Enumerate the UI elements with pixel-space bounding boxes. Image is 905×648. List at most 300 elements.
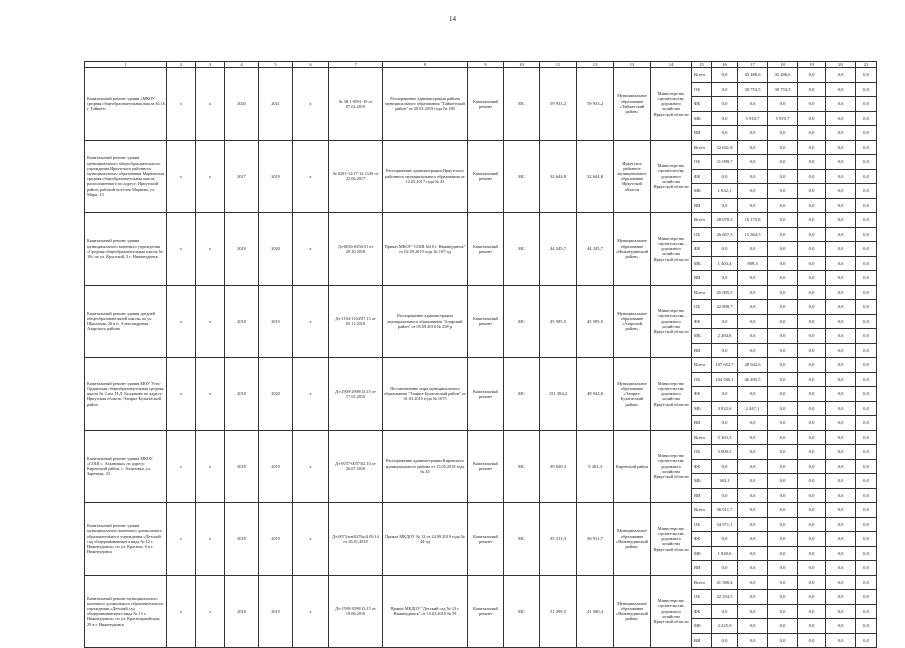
work-type: Капитальный ремонт [468,430,504,503]
funding-value: 42 800,7 [712,300,738,315]
col-21: 0,0 [856,416,877,431]
customer: Муниципальное образование «Аларский район» [614,285,651,358]
funding-value: 0,0 [798,575,826,590]
funding-value: 0,0 [738,474,768,489]
start-year: 2018 [225,575,259,648]
funding-source: ФБ [692,604,712,619]
funding-value: 0,0 [768,213,798,228]
work-type: Капитальный ремонт [468,503,504,576]
funding-value: 0,0 [712,111,738,126]
funding-value: 0,0 [712,314,738,329]
funding-value: 107 652,7 [712,358,738,373]
col-6: x [293,575,329,648]
funding-source: МБ [692,184,712,199]
funding-source: ОБ [692,372,712,387]
funding-value: 39 753,5 [738,82,768,97]
funding-value: 0,0 [798,561,826,576]
funding-value: 0,0 [738,561,768,576]
customer: Муниципальное образование «Эхирит-Булагатский район» [614,358,651,431]
funding-value: 45 486,6 [738,68,768,83]
funding-value: 0,0 [768,285,798,300]
funding-value: 0,0 [738,575,768,590]
estimated-cost: 45 585,5 [540,285,577,358]
funding-value: 0,0 [826,517,856,532]
col-3: x [196,285,225,358]
table-row [85,68,877,83]
funding-value: 2 284,8 [712,329,738,344]
funding-value: 0,0 [826,561,856,576]
column-number-1: 1 [85,62,167,68]
col-2: x [167,430,196,503]
funding-value: 0,0 [738,387,768,402]
funding-value: 0,0 [798,546,826,561]
remaining-cost: 36 911,7 [577,503,614,576]
funding-value: 0,0 [768,401,798,416]
column-number-4: 4 [225,62,259,68]
budget-administrator: Министерство строительства, дорожного хозяйства Иркутской области [651,140,692,213]
object-name: Капитальный ремонт муниципального казенного дошкольного образовательного учреждения «Детский сад общеразвивающего вида № 13 г. Нижнеудинск» по ул. Красноармейская, 29 в г. Нижнеудинск [85,575,167,648]
expert-conclusion: Дз-1104-1104/07.13 от 05.11.2018 [329,285,383,358]
col-21: 0,0 [856,300,877,315]
funding-value: 0,0 [826,474,856,489]
funding-value: 0,0 [798,169,826,184]
funding-value: 15 364,5 [738,227,768,242]
funding-value: 16 173,8 [738,213,768,228]
col-10: МС [504,575,540,648]
funding-value: 0,0 [768,474,798,489]
funding-value: 1 403,4 [712,256,738,271]
col-21: 0,0 [856,619,877,634]
funding-value: 0,0 [826,401,856,416]
funding-value: 5 910,7 [768,111,798,126]
estimated-cost: 59 933,2 [540,68,577,141]
funding-value: 0,0 [826,227,856,242]
funding-value: 0,0 [738,459,768,474]
funding-value: 0,0 [738,97,768,112]
funding-value: 0,0 [712,416,738,431]
funding-source: ФБ [692,459,712,474]
object-name: Капитальный ремонт здания МОУ Усть-Ордынская общеобразовательная средняя школа № 2 им. Н.Д. Балдакова по адресу: Иркутская область, Эхирит-Булагатский район [85,358,167,431]
object-name: Капитальный ремонт здания муниципального казенного учреждения «Средняя общеобразовательная школа № 10» по ул. Крупской, 3 г. Нижнеудинск [85,213,167,286]
funding-value: 5 363,3 [712,430,738,445]
funding-value: 0,0 [798,213,826,228]
column-number-7: 7 [329,62,383,68]
funding-value: 0,0 [798,387,826,402]
object-name: Капитальный ремонт здания муниципального общеобразовательного учреждения Иркутского районного муниципального образования Марковская средняя общеобразовательная школа, расположенного по адресу: Иркутский район, рабочий поселок Маркова, ул. Мира, 13 [85,140,167,213]
col-21: 0,0 [856,604,877,619]
expert-conclusion: Дз-0037-0037/02.10 от 26.07.2016 [329,430,383,503]
funding-value: 0,0 [768,140,798,155]
object-name: Капитальный ремонт здания «МКОУ средняя общеобразовательная школа № 16 г. Тайшет» [85,68,167,141]
funding-value: 0,0 [798,198,826,213]
funding-value: 0,0 [798,329,826,344]
col-21: 0,0 [856,242,877,257]
funding-value: 0,0 [826,169,856,184]
expert-conclusion: № 0291-12/17-12-1149 от 25.06.2017 [329,140,383,213]
end-year: 2019 [259,575,293,648]
funding-value: 0,0 [768,97,798,112]
col-6: x [293,285,329,358]
remaining-cost: 44 245,7 [577,213,614,286]
funding-source: Всего [692,358,712,373]
start-year: 2018 [225,213,259,286]
col-21: 0,0 [856,155,877,170]
col-6: x [293,140,329,213]
end-year: 2020 [259,213,293,286]
funding-value: 0,0 [768,416,798,431]
column-number-19: 19 [798,62,826,68]
column-number-12: 12 [577,62,614,68]
col-21: 0,0 [856,445,877,460]
funding-source: МБ [692,401,712,416]
col-21: 0,0 [856,140,877,155]
funding-value: 0,0 [712,343,738,358]
table-row [85,575,877,590]
page-number: 14 [449,15,456,23]
funding-value: 0,0 [826,619,856,634]
funding-value: 0,0 [826,430,856,445]
object-name: Капитальный ремонт здания средней общеобразовательной школы по ул. Школьная, 26 в п. Александровка Аларского района [85,285,167,358]
funding-value: 0,0 [738,343,768,358]
funding-value: 0,0 [768,459,798,474]
col-10: МС [504,140,540,213]
col-6: x [293,503,329,576]
funding-value: 45 085,5 [712,285,738,300]
col-21: 0,0 [856,503,877,518]
funding-value: 3 022,6 [712,401,738,416]
column-number-6: 6 [293,62,329,68]
funding-value: 0,0 [768,561,798,576]
funding-value: 0,0 [738,488,768,503]
funding-value: 45 486,6 [768,68,798,83]
expert-conclusion: Дз-1599-3599/13,15 от 19.06.2018 [329,575,383,648]
work-type: Капитальный ремонт [468,575,504,648]
funding-value: 0,0 [826,300,856,315]
col-21: 0,0 [856,111,877,126]
funding-value: 0,0 [826,97,856,112]
funding-value: 1 632,1 [712,184,738,199]
funding-source: ВИ [692,271,712,286]
funding-value: 0,0 [826,314,856,329]
funding-value: 0,0 [768,430,798,445]
funding-value: 0,0 [768,546,798,561]
funding-value: 0,0 [826,503,856,518]
funding-value: 0,0 [738,416,768,431]
expert-conclusion: Дз-0036-0356/31 от 29.10.2018 [329,213,383,286]
funding-value: 0,0 [768,169,798,184]
funding-source: ВИ [692,126,712,141]
funding-source: ФБ [692,242,712,257]
start-year: 2017 [225,140,259,213]
col-21: 0,0 [856,213,877,228]
column-number-2: 2 [167,62,196,68]
funding-value: 0,0 [798,227,826,242]
funding-value: 0,0 [768,575,798,590]
funding-value: 0,0 [826,329,856,344]
end-year: 2019 [259,503,293,576]
funding-source: Всего [692,430,712,445]
funding-value: 36 911,7 [712,503,738,518]
funding-value: 0,0 [768,256,798,271]
funding-value: 0,0 [768,343,798,358]
funding-source: ВИ [692,633,712,648]
column-number-5: 5 [259,62,293,68]
funding-value: 0,0 [712,198,738,213]
funding-value: 104 590,1 [712,372,738,387]
col-21: 0,0 [856,82,877,97]
funding-value: 0,0 [826,445,856,460]
expert-conclusion: Дз-0073-ин/0276о/4 09.14 от 26.01.2018 [329,503,383,576]
funding-value: 0,0 [712,488,738,503]
funding-value: 0,0 [768,445,798,460]
budget-administrator: Министерство строительства, дорожного хозяйства Иркутской области [651,430,692,503]
funding-source: Всего [692,575,712,590]
funding-source: ОБ [692,227,712,242]
funding-source: МБ [692,111,712,126]
funding-value: 41 580,4 [712,575,738,590]
funding-value: 26 667,3 [712,227,738,242]
funding-value: 0,0 [826,68,856,83]
funding-source: ВИ [692,198,712,213]
col-10: МС [504,285,540,358]
col-10: МС [504,358,540,431]
col-2: x [167,503,196,576]
col-10: МС [504,68,540,141]
work-type: Капитальный ремонт [468,358,504,431]
col-3: x [196,358,225,431]
start-year: 2018 [225,358,259,431]
funding-value: 0,0 [738,140,768,155]
decision-document: Приказ МКОУ "СОШ №10 г. Нижнеудинск" от 02.09.2019 года № 107-од [383,213,468,286]
funding-value: 0,0 [826,633,856,648]
end-year: 2019 [259,430,293,503]
column-number-21: 21 [856,62,877,68]
funding-value: 42 354,5 [712,590,738,605]
funding-value: 5 910,7 [738,111,768,126]
object-name: Капитальный ремонт здания МКОУ «СОШ с. Ахыновка» по адресу: Киренский район, с. Ахыновка, ул. Заречная, 33 [85,430,167,503]
funding-value: 0,0 [826,111,856,126]
funding-source: ВИ [692,343,712,358]
expert-conclusion: № 38-1-0091-19 от 07.02.2019 [329,68,383,141]
col-21: 0,0 [856,126,877,141]
funding-source: ВИ [692,488,712,503]
funding-value: 31 099,7 [712,155,738,170]
funding-value: 0,0 [712,561,738,576]
col-2: x [167,213,196,286]
col-21: 0,0 [856,459,877,474]
funding-value: 0,0 [738,198,768,213]
budget-administrator: Министерство строительства, дорожного хозяйства Иркутской области [651,575,692,648]
start-year: 2018 [225,503,259,576]
funding-value: 0,0 [738,285,768,300]
funding-value: 0,0 [768,590,798,605]
column-number-15: 15 [692,62,712,68]
col-2: x [167,575,196,648]
funding-source: Всего [692,285,712,300]
col-21: 0,0 [856,169,877,184]
object-name: Капитальный ремонт здания муниципального казенного дошкольного образовательного учреждения «Детский сад общеразвивающего вида № 12 г. Нижнеудинск» по ул. Краснов, 6 в г. Нижнеудинск [85,503,167,576]
budget-administrator: Министерство строительства, дорожного хозяйства Иркутской области [651,285,692,358]
funding-value: 28 070,3 [712,213,738,228]
funding-value: 0,0 [738,169,768,184]
budget-administrator: Министерство строительства, дорожного хозяйства Иркутской области [651,503,692,576]
funding-value: 0,0 [738,619,768,634]
col-6: x [293,430,329,503]
funding-value: 0,0 [768,300,798,315]
budget-administrator: Министерство строительства, дорожного хозяйства Иркутской области [651,68,692,141]
funding-value: 0,0 [826,358,856,373]
funding-value: 5 000,3 [712,445,738,460]
funding-value: 0,0 [738,300,768,315]
funding-value: 0,0 [798,401,826,416]
col-3: x [196,213,225,286]
funding-source: ФБ [692,314,712,329]
funding-value: 0,0 [738,242,768,257]
funding-source: МБ [692,474,712,489]
funding-value: 0,0 [826,488,856,503]
funding-value: 0,0 [798,285,826,300]
col-21: 0,0 [856,198,877,213]
funding-value: 0,0 [798,140,826,155]
funding-value: 0,0 [798,474,826,489]
decision-document: Постановление мэра муниципального образования "Эхирит-Булагатский район" от 31.03.2016 года № 1075 [383,358,468,431]
table-row [85,285,877,300]
customer: Иркутское районное муниципальное образование Иркутской области [614,140,651,213]
funding-value: 0,0 [798,111,826,126]
funding-value: 0,0 [826,532,856,547]
work-type: Капитальный ремонт [468,140,504,213]
col-21: 0,0 [856,430,877,445]
work-type: Капитальный ремонт [468,213,504,286]
funding-value: 0,0 [768,271,798,286]
funding-value: 46 495,5 [738,372,768,387]
funding-value: 0,0 [712,242,738,257]
column-number-10: 10 [504,62,540,68]
funding-value: 0,0 [768,155,798,170]
funding-value: 0,0 [826,590,856,605]
col-21: 0,0 [856,517,877,532]
funding-value: 0,0 [712,82,738,97]
col-21: 0,0 [856,285,877,300]
funding-value: 0,0 [768,532,798,547]
funding-value: 0,0 [768,619,798,634]
funding-value: 0,0 [798,314,826,329]
decision-document: Распоряжение администрации Иркутского районного муниципального образования от 12.03.2017 года № 43 [383,140,468,213]
funding-value: 0,0 [826,126,856,141]
funding-value: 0,0 [738,430,768,445]
column-number-16: 16 [712,62,738,68]
table-row [85,503,877,518]
funding-source: ОБ [692,155,712,170]
funding-value: 0,0 [826,242,856,257]
funding-source: Всего [692,213,712,228]
funding-value: 0,0 [798,184,826,199]
column-number-3: 3 [196,62,225,68]
funding-source: ОБ [692,517,712,532]
investment-program-table [84,61,877,648]
funding-value: 0,0 [826,198,856,213]
funding-value: 0,0 [738,532,768,547]
funding-source: Всего [692,503,712,518]
funding-value: 0,0 [798,604,826,619]
customer: Киренский район [614,430,651,503]
funding-value: 34 971,1 [712,517,738,532]
funding-value: 0,0 [798,97,826,112]
funding-value: 0,0 [826,140,856,155]
end-year: 2019 [259,140,293,213]
col-21: 0,0 [856,590,877,605]
funding-value: 0,0 [738,184,768,199]
remaining-cost: 32 644,8 [577,140,614,213]
funding-value: 363,1 [712,474,738,489]
decision-document: Приказ МКДОУ № 12 от 24.09.2019 года № 44-од [383,503,468,576]
work-type: Капитальный ремонт [468,285,504,358]
col-21: 0,0 [856,329,877,344]
funding-source: МБ [692,546,712,561]
estimated-cost: 51 299,5 [540,575,577,648]
customer: Муниципальное образование «Нижнеудинский район» [614,575,651,648]
funding-value: 0,0 [798,590,826,605]
decision-document: Распоряжение администрации муниципального образования "Аларский район" от 05.09.2016 № 258-р [383,285,468,358]
funding-source: ОБ [692,590,712,605]
funding-value: 0,0 [738,546,768,561]
funding-value: 0,0 [798,430,826,445]
funding-value: 0,0 [798,155,826,170]
funding-source: МБ [692,619,712,634]
col-21: 0,0 [856,97,877,112]
funding-value: 0,0 [712,633,738,648]
funding-value: 0,0 [798,459,826,474]
estimated-cost: 32 644,8 [540,140,577,213]
col-21: 0,0 [856,184,877,199]
col-21: 0,0 [856,561,877,576]
funding-value: 0,0 [712,271,738,286]
col-3: x [196,430,225,503]
col-6: x [293,358,329,431]
end-year: 2020 [259,358,293,431]
budget-administrator: Министерство строительства, дорожного хозяйства Иркутской области [651,358,692,431]
funding-value: 0,0 [768,387,798,402]
col-3: x [196,575,225,648]
col-21: 0,0 [856,372,877,387]
funding-value: 0,0 [712,604,738,619]
start-year: 2018 [225,285,259,358]
remaining-cost: 48 942,6 [577,358,614,431]
funding-value: 0,0 [826,546,856,561]
funding-value: 0,0 [712,532,738,547]
funding-value: 0,0 [826,82,856,97]
funding-value: 0,0 [798,242,826,257]
end-year: 2021 [259,68,293,141]
funding-value: 0,0 [826,387,856,402]
col-21: 0,0 [856,314,877,329]
funding-value: 0,0 [712,68,738,83]
funding-value: 809,3 [738,256,768,271]
col-3: x [196,140,225,213]
col-21: 0,0 [856,575,877,590]
table-body [85,62,877,648]
table-row [85,140,877,155]
column-number-17: 17 [738,62,768,68]
funding-value: 0,0 [768,503,798,518]
estimated-cost: 35 313,3 [540,503,577,576]
funding-value: 0,0 [826,213,856,228]
funding-source: МБ [692,329,712,344]
col-10: МС [504,503,540,576]
funding-value: 0,0 [798,633,826,648]
work-type: Капитальный ремонт [468,68,504,141]
col-3: x [196,68,225,141]
